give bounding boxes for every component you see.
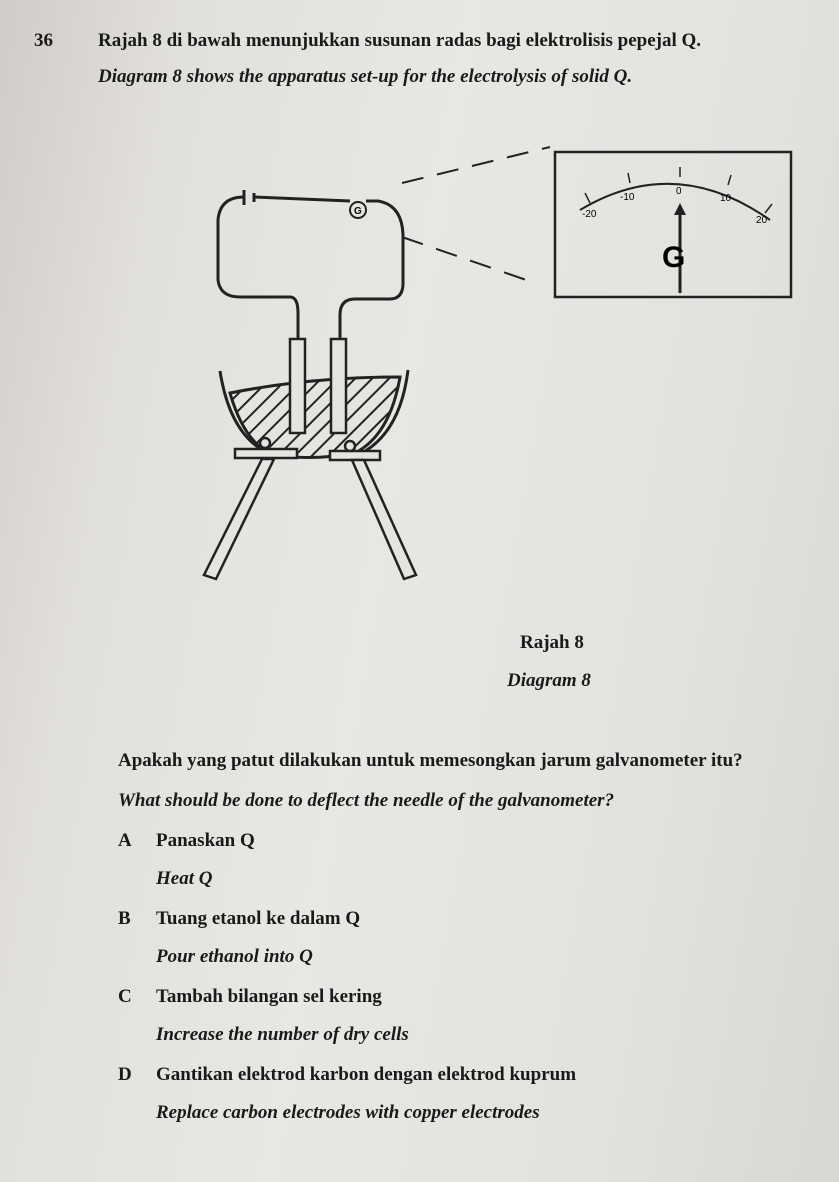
- carbon-electrode: [290, 339, 305, 433]
- option-letter: D: [118, 1064, 132, 1085]
- galvanometer-enlarged: [555, 152, 791, 297]
- option-text-malay: Tuang etanol ke dalam Q: [156, 908, 361, 929]
- scale-label: 0: [676, 186, 682, 197]
- question-ask-english: What should be done to deflect the needle of the galvanometer?: [118, 790, 615, 811]
- option-letter: A: [118, 830, 132, 851]
- diagram-caption-malay: Rajah 8: [520, 632, 584, 653]
- scale-label: 20: [756, 215, 768, 226]
- scale-label: 10: [720, 193, 732, 204]
- electrolysis-diagram: [190, 135, 800, 595]
- option-text-english: Increase the number of dry cells: [156, 1024, 409, 1045]
- svg-text:G: G: [354, 206, 362, 217]
- option-text-english: Pour ethanol into Q: [156, 946, 313, 967]
- option-letter: B: [118, 908, 131, 929]
- galvanometer-symbol: G: [662, 241, 686, 274]
- zoom-dashes: [402, 147, 550, 283]
- option-text-english: Replace carbon electrodes with copper electrodes: [156, 1102, 540, 1123]
- question-stem-malay: Rajah 8 di bawah menunjukkan susunan radas bagi elektrolisis pepejal Q.: [98, 30, 702, 51]
- option-text-malay: Panaskan Q: [156, 830, 255, 851]
- scale-label: -20: [582, 209, 597, 220]
- scale-label: -10: [620, 192, 635, 203]
- option-text-english: Heat Q: [156, 868, 213, 889]
- question-number: 36: [34, 30, 53, 51]
- option-letter: C: [118, 986, 132, 1007]
- option-text-malay: Gantikan elektrod karbon dengan elektrod kuprum: [156, 1064, 577, 1085]
- tripod-stand: [204, 459, 416, 579]
- question-stem-english: Diagram 8 shows the apparatus set-up for the electrolysis of solid Q.: [98, 66, 633, 87]
- circuit-wire: [218, 190, 403, 340]
- diagram-caption-english: Diagram 8: [507, 670, 591, 691]
- carbon-electrode: [331, 339, 346, 433]
- option-text-malay: Tambah bilangan sel kering: [156, 986, 382, 1007]
- question-ask-malay: Apakah yang patut dilakukan untuk memesongkan jarum galvanometer itu?: [118, 750, 743, 771]
- crucible: [220, 370, 408, 458]
- galvanometer-small: [350, 202, 366, 218]
